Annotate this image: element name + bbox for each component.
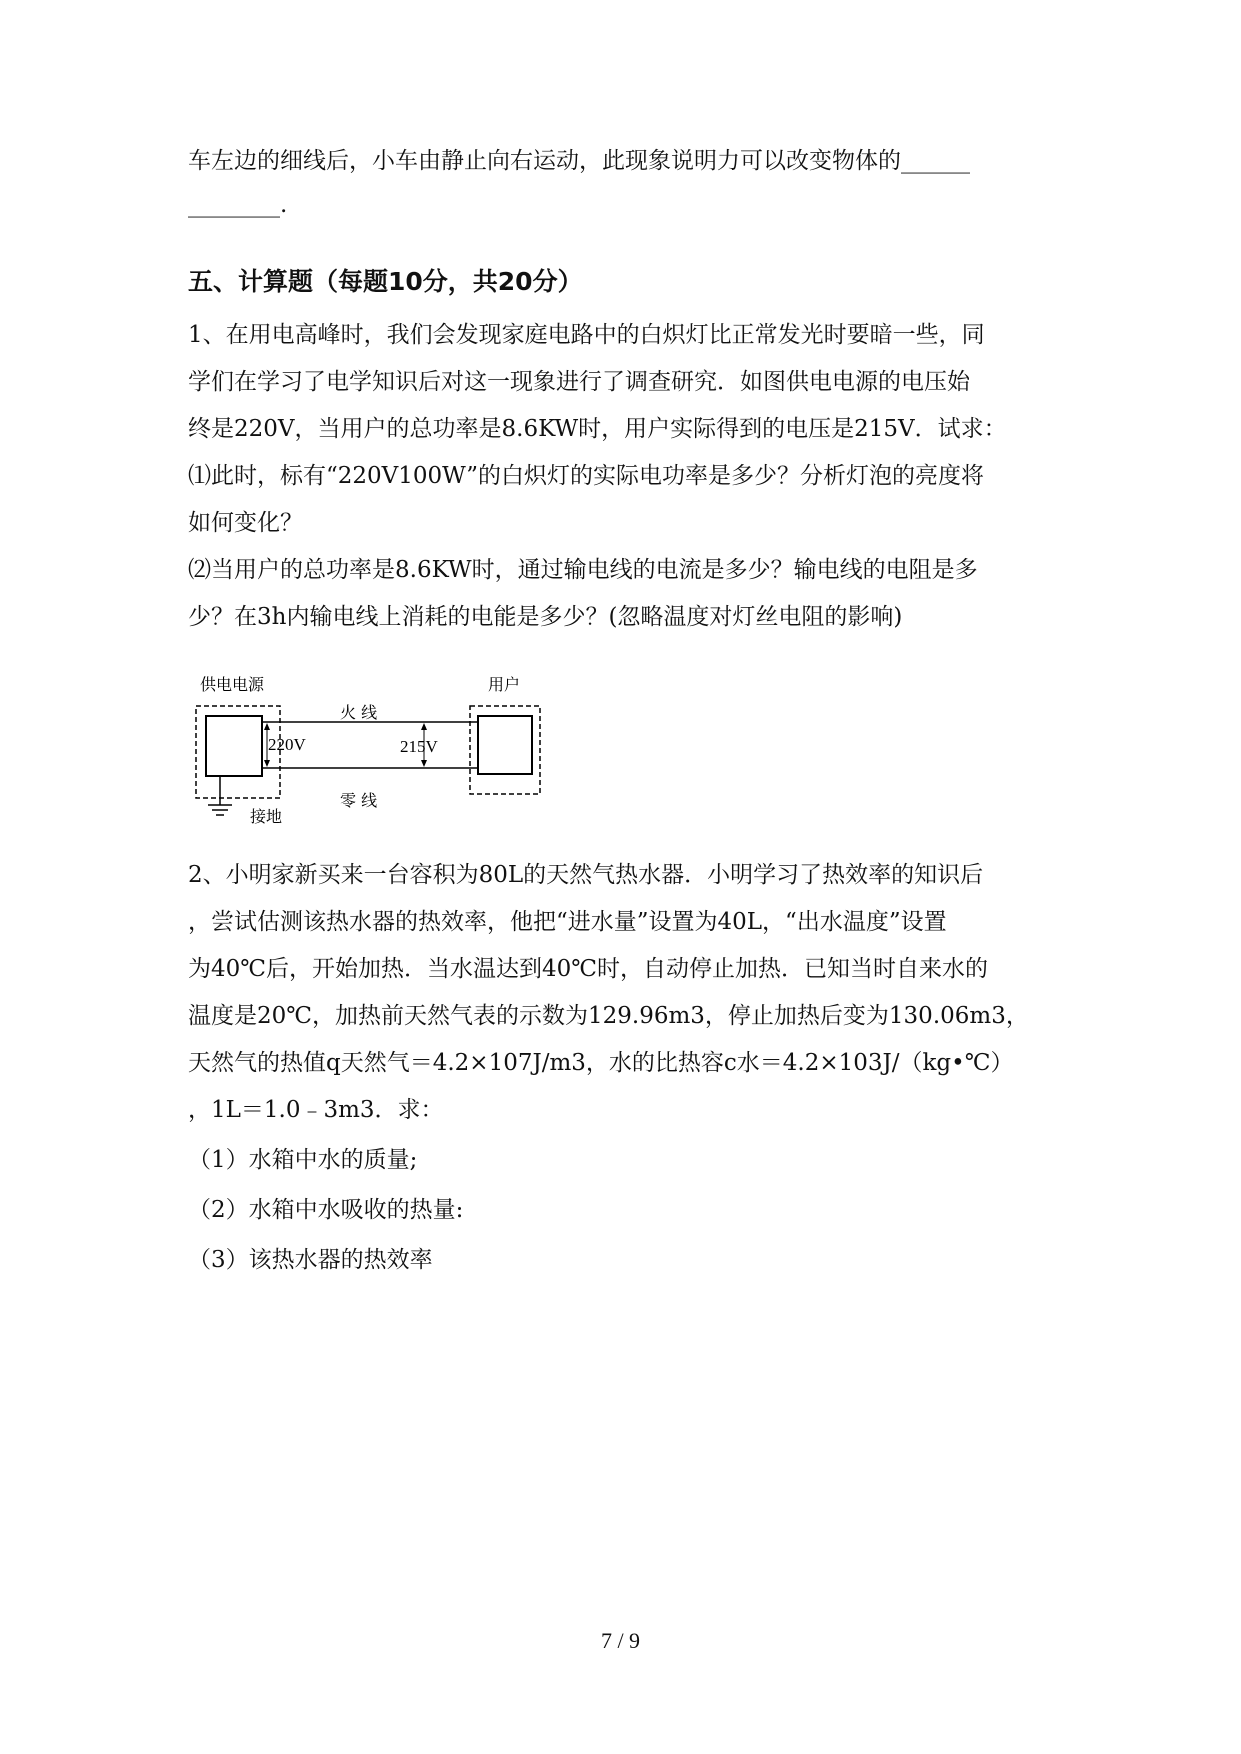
problem1-line: 学们在学习了电学知识后对这一现象进行了调查研究．如图供电电源的电压始 [188,369,970,395]
problem1-line: ⑴此时，标有“220V100W”的白炽灯的实际电功率是多少？分析灯泡的亮度将 [188,463,984,489]
live-wire-label: 火 线 [340,703,378,722]
source-box [206,716,262,776]
ground-label: 接地 [250,807,283,826]
problem2-line: ，尝试估测该热水器的热效率，他把“进水量”设置为40L，“出水温度”设置 [188,909,947,935]
user-box [478,716,532,774]
problem2-line: 为40℃后，开始加热．当水温达到40℃时，自动停止加热．已知当时自来水的 [188,956,988,982]
source-voltage-label: 220V [268,735,306,754]
problem2-line: 天然气的热值q天然气＝4.2×107J/m3，水的比热容c水＝4.2×103J/（kg•℃） [188,1050,1014,1076]
neutral-wire-label: 零 线 [340,791,378,810]
problem2-line: 温度是20℃，加热前天然气表的示数为129.96m3，停止加热后变为130.06m3， [188,1003,1029,1029]
problem1-line: 1、在用电高峰时，我们会发现家庭电路中的白炽灯比正常发光时要暗一些，同 [188,322,985,348]
problem1-line: ⑵当用户的总功率是8.6KW时，通过输电线的电流是多少？输电线的电阻是多 [188,557,978,583]
source-label: 供电电源 [200,675,265,694]
ground-icon [208,776,232,815]
user-dashed-box [470,706,540,794]
section-heading: 五、计算题（每题10分，共20分） [188,267,583,296]
problem2-line: ，1L＝1.0﹣3m3．求： [188,1097,444,1123]
page-number: 7 / 9 [600,1628,641,1653]
problem2-line: （1）水箱中水的质量; [188,1147,418,1173]
problem2-line: 2、小明家新买来一台容积为80L的天然气热水器．小明学习了热效率的知识后 [188,862,984,888]
user-voltage-label: 215V [400,737,438,756]
problem2-line: （2）水箱中水吸收的热量: [188,1197,464,1223]
problem1-line: 少？在3h内输电线上消耗的电能是多少？(忽略温度对灯丝电阻的影响) [188,604,903,630]
text-line: 车左边的细线后，小车由静止向右运动，此现象说明力可以改变物体的______ [188,148,970,174]
problem1-line: 如何变化？ [188,510,303,536]
circuit-diagram [190,672,560,830]
problem2-line: （3）该热水器的热效率 [188,1247,433,1273]
user-label: 用户 [488,675,521,694]
problem1-line: 终是220V，当用户的总功率是8.6KW时，用户实际得到的电压是215V．试求： [188,416,1007,442]
text-line: ________. [188,192,288,218]
